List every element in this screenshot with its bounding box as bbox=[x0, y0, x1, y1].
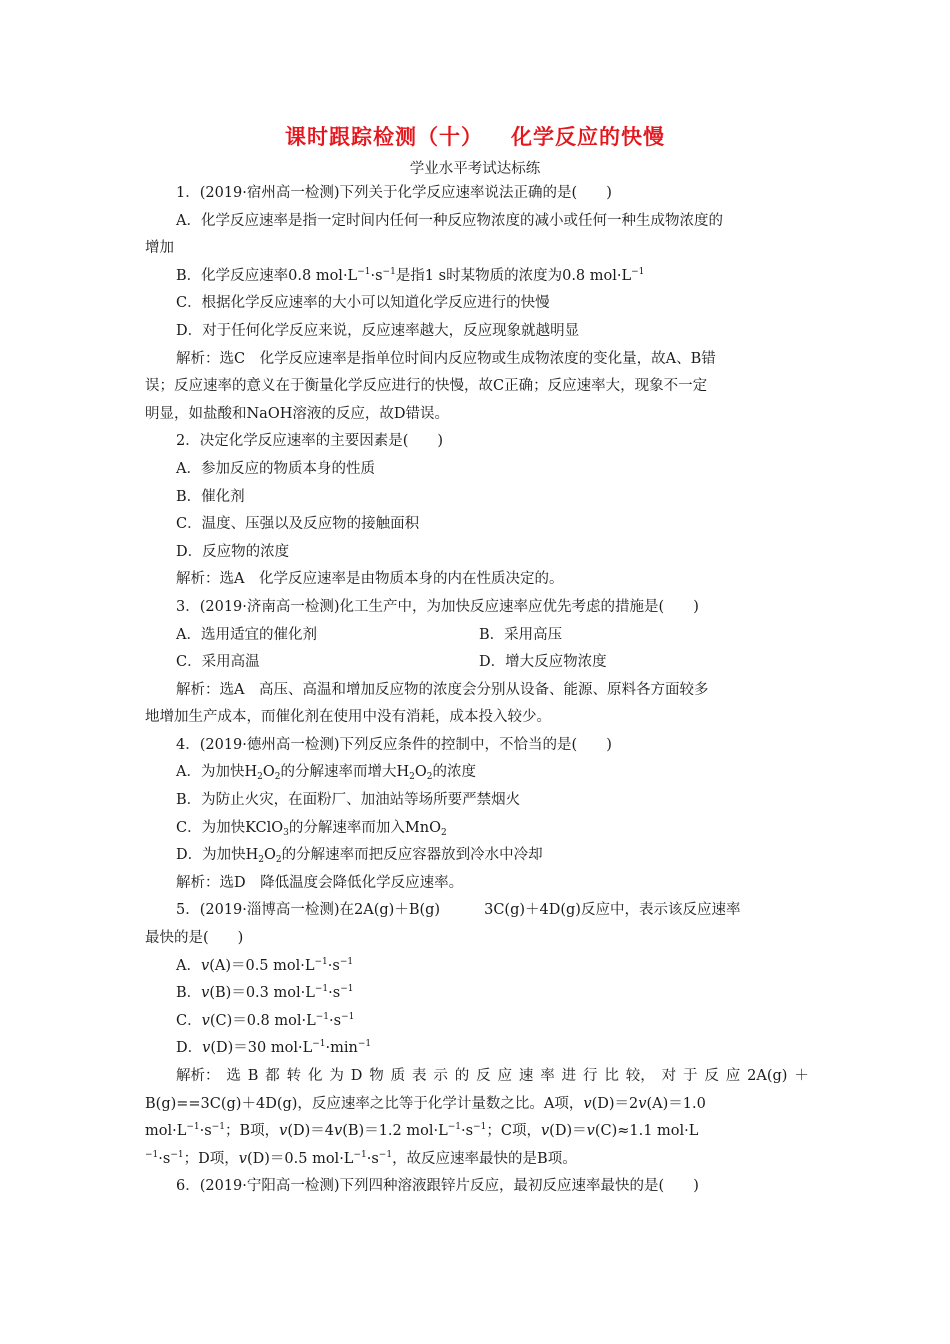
q4-option-a: A．为加快$H_2O_2$的分解速率而增大$H_2O_2$的浓度 bbox=[176, 764, 476, 783]
q3-options-row-1 bbox=[145, 622, 809, 650]
page-title bbox=[0, 121, 950, 151]
q1-option-a: A．化学反应速率是指一定时间内任何一种反应物浓度的减小或任何一种生成物浓度的 bbox=[176, 212, 723, 229]
q3-option-d: D．增大反应物浓度 bbox=[479, 654, 607, 671]
section-subtitle: 学业水平考试达标练 bbox=[409, 161, 541, 177]
q1-stem: 1．(2019·宿州高一检测)下列关于化学反应速率说法正确的是( ) bbox=[176, 185, 612, 201]
q5-stem-cont: 最快的是( ) bbox=[145, 930, 244, 947]
question-list bbox=[145, 180, 809, 1201]
q2-stem: 2．决定化学反应速率的主要因素是( ) bbox=[176, 433, 444, 450]
q4-stem: 4．(2019·德州高一检测)下列反应条件的控制中，不恰当的是( ) bbox=[176, 736, 612, 753]
q1-option-c: C．根据化学反应速率的大小可以知道化学反应进行的快慢 bbox=[176, 295, 550, 312]
q2-answer: 解析：选A 化学反应速率是由物质本身的内在性质决定的。 bbox=[176, 571, 564, 588]
q4-option-d: D．为加快$H_2O_2$的分解速率而把反应容器放到冷水中冷却 bbox=[176, 847, 543, 866]
title-part-1: 课时跟踪检测（十） bbox=[285, 125, 483, 149]
q5-option-a: A．v(A)＝0.5 $mol\cdot L^{-1}\cdot s^{-1}$ bbox=[176, 956, 354, 974]
q1-answer-cont: 明显，如盐酸和NaOH溶液的反应，故D错误。 bbox=[145, 405, 449, 422]
q5-answer: 解析： 选 B 都 转 化 为 D 物 质 表 示 的 反 应 速 率 进 行 比 较， 对 于 反 应 2A(g) ＋ bbox=[176, 1068, 809, 1084]
q5-answer-cont: B(g)==3C(g)＋4D(g)，反应速率之比等于化学计量数之比。A项，v(D)＝2v(A)＝1.0 bbox=[145, 1095, 706, 1112]
q1-option-d: D．对于任何化学反应来说，反应速率越大，反应现象就越明显 bbox=[176, 322, 580, 339]
q4-option-c: C．为加快KClO$_3$的分解速率而加入MnO$_2$ bbox=[176, 819, 447, 838]
q2-option-a: A．参加反应的物质本身的性质 bbox=[176, 460, 375, 477]
q5-option-b: B．v(B)＝0.3 $mol\cdot L^{-1}\cdot s^{-1}$ bbox=[176, 984, 354, 1002]
q2-option-c: C．温度、压强以及反应物的接触面积 bbox=[176, 516, 420, 533]
q4-answer: 解析：选D 降低温度会降低化学反应速率。 bbox=[176, 874, 464, 891]
q1-option-a-cont: 增加 bbox=[145, 240, 174, 257]
q5-option-d: D．v(D)＝30 $mol\cdot L^{-1}\cdot\min^{-1}$ bbox=[176, 1039, 372, 1057]
q1-answer-cont: 误；反应速率的意义在于衡量化学反应进行的快慢，故C正确；反应速率大，现象不一定 bbox=[145, 378, 708, 395]
q3-answer-cont: 地增加生产成本，而催化剂在使用中没有消耗，成本投入较少。 bbox=[145, 709, 551, 726]
q5-option-c: C．v(C)＝0.8 $mol\cdot L^{-1}\cdot s^{-1}$ bbox=[176, 1011, 355, 1029]
q3-answer: 解析：选A 高压、高温和增加反应物的浓度会分别从设备、能源、原料各方面较多 bbox=[176, 681, 709, 698]
q3-options-row-2 bbox=[145, 649, 809, 677]
q2-option-d: D．反应物的浓度 bbox=[176, 543, 290, 560]
q6-stem: 6．(2019·宁阳高一检测)下列四种溶液跟锌片反应，最初反应速率最快的是( ) bbox=[176, 1178, 699, 1195]
q5-answer-cont: $mol\cdot L^{-1}\cdot s^{-1}$；B项，v(D)＝4v(B)＝1.2 $mol\cdot L^{-1}\cdot s^{-1}$；C项，v(D)＝v(C)≈1.1 mol·L bbox=[145, 1122, 699, 1140]
q2-option-b: B．催化剂 bbox=[176, 488, 245, 505]
q4-option-b: B．为防止火灾，在面粉厂、加油站等场所要严禁烟火 bbox=[176, 792, 521, 809]
q3-option-a: A．选用适宜的催化剂 bbox=[176, 626, 317, 643]
q5-stem: 5．(2019·淄博高一检测)在2A(g)＋B(g) 3C(g)＋4D(g)反应中，表示该反应速率 bbox=[176, 902, 741, 919]
title-part-2: 化学反应的快慢 bbox=[511, 125, 665, 149]
q1-option-b: B．化学反应速率0.8 $mol\cdot L^{-1}\cdot s^{-1}$是指1 s时某物质的浓度为0.8 $mol\cdot L^{-1}$ bbox=[176, 266, 645, 284]
q3-stem: 3．(2019·济南高一检测)化工生产中，为加快反应速率应优先考虑的措施是( ) bbox=[176, 598, 699, 615]
q3-option-b: B．采用高压 bbox=[479, 626, 563, 643]
q3-option-c: C．采用高温 bbox=[176, 654, 260, 671]
q1-answer: 解析：选C 化学反应速率是指单位时间内反应物或生成物浓度的变化量，故A、B错 bbox=[176, 350, 716, 367]
q5-answer-cont: $^{-1}\cdot s^{-1}$；D项，v(D)＝0.5 $mol\cdot L^{-1}\cdot s^{-1}$，故反应速率最快的是B项。 bbox=[145, 1149, 577, 1167]
